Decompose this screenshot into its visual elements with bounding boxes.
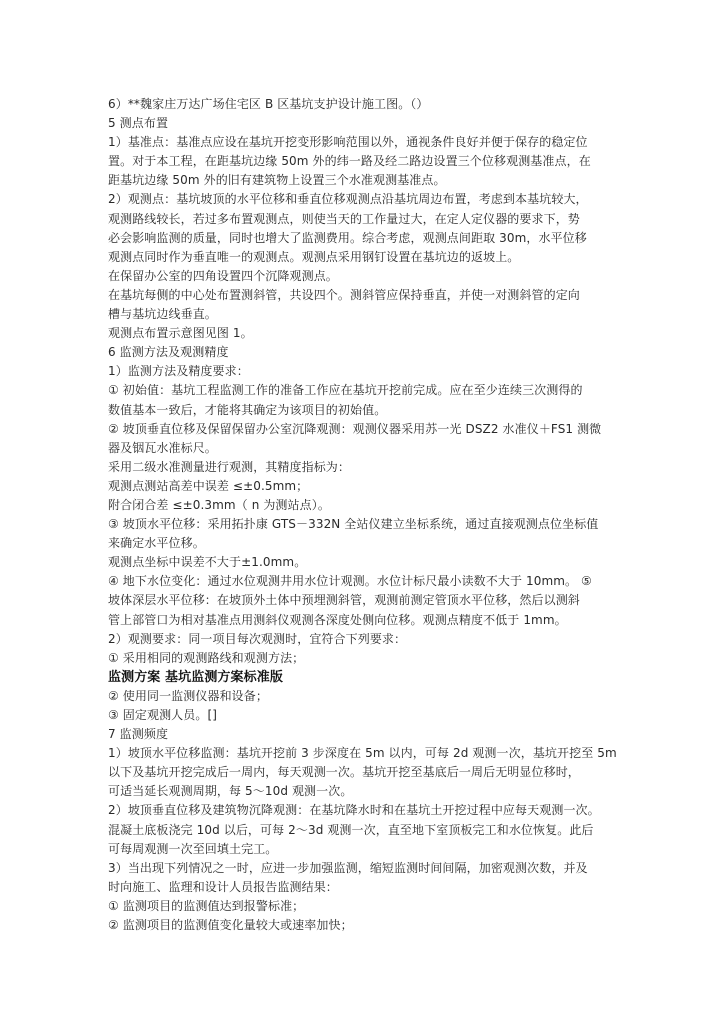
text-line-18: ② 坡顶垂直位移及保留保留办公室沉降观测：观测仪器采用苏一光 DSZ2 水准仪＋FS1 测微 bbox=[108, 421, 602, 436]
text-line-21: 观测点测站高差中误差 ≤±0.5mm； bbox=[108, 478, 309, 493]
text-line-6: 2）观测点：基坑坡顶的水平位移和垂直位移观测点沿基坑周边布置，考虑到本基坑较大， bbox=[108, 192, 588, 207]
text-line-10: 在保留办公室的四角设置四个沉降观测点。 bbox=[108, 268, 338, 283]
text-line-26: ④ 地下水位变化：通过水位观测井用水位计观测。水位计标尺最小读数不大于 10mm。 ⑤ bbox=[108, 574, 592, 589]
text-line-36: 以下及基坑开挖完成后一周内，每天观测一次。基坑开挖至基底后一周后无明显位移时， bbox=[108, 765, 580, 780]
text-line-29: 2）观测要求：同一项目每次观测时，宜符合下列要求： bbox=[108, 631, 407, 646]
text-line-19: 器及铟瓦水准标尺。 bbox=[108, 440, 217, 455]
section-heading-7: 7 监测频度 bbox=[108, 727, 169, 742]
document-page bbox=[108, 95, 628, 935]
text-line-43: ① 监测项目的监测值达到报警标准； bbox=[108, 898, 305, 913]
text-line-24: 来确定水平位移。 bbox=[108, 536, 205, 551]
text-line-12: 槽与基坑边线垂直。 bbox=[108, 307, 217, 322]
text-line-23: ③ 坡顶水平位移：采用拓扑康 GTS－332N 全站仪建立坐标系统，通过直接观测点位坐标值 bbox=[108, 517, 599, 532]
text-line-32: ② 使用同一监测仪器和设备； bbox=[108, 688, 268, 703]
text-line-9: 观测点同时作为垂直唯一的观测点。观测点采用钢钉设置在基坑边的返坡上。 bbox=[108, 249, 520, 264]
text-line-30: ① 采用相同的观测路线和观测方法； bbox=[108, 650, 305, 665]
text-line-1: 6）**魏家庄万达广场住宅区 B 区基坑支护设计施工图。（） bbox=[108, 97, 429, 111]
text-line-33: ③ 固定观测人员。[] bbox=[108, 708, 218, 722]
text-line-13: 观测点布置示意图见图 1。 bbox=[108, 326, 253, 341]
text-line-40: 可每周观测一次至回填土完工。 bbox=[108, 841, 278, 856]
text-line-15: 1）监测方法及精度要求： bbox=[108, 364, 249, 379]
text-line-11: 在基坑每侧的中心处布置测斜管，共设四个。测斜管应保持垂直，并使一对测斜管的定向 bbox=[108, 287, 580, 302]
text-line-39: 混凝土底板浇完 10d 以后，可每 2～3d 观测一次，直至地下室顶板完工和水位恢复。此后 bbox=[108, 822, 594, 837]
text-line-7: 观测路线较长，若过多布置观测点，则使当天的工作量过大，在定人定仪器的要求下，势 bbox=[108, 211, 580, 226]
text-line-28: 管上部管口为相对基准点用测斜仪观测各深度处侧向位移。观测点精度不低于 1mm。 bbox=[108, 612, 567, 627]
text-line-17: 数值基本一致后，才能将其确定为该项目的初始值。 bbox=[108, 402, 387, 417]
text-line-3: 1）基准点：基准点应设在基坑开挖变形影响范围以外，通视条件良好并便于保存的稳定位 bbox=[108, 135, 588, 150]
text-line-4: 置。对于本工程，在距基坑边缘 50m 外的纬一路及经二路边设置三个位移观测基准点，在 bbox=[108, 154, 591, 169]
bold-title-line: 监测方案 基坑监测方案标准版 bbox=[108, 669, 283, 685]
section-heading-6: 6 监测方法及观测精度 bbox=[108, 345, 229, 360]
text-line-37: 可适当延长观测周期，每 5～10d 观测一次。 bbox=[108, 784, 353, 799]
text-line-35: 1）坡顶水平位移监测：基坑开挖前 3 步深度在 5m 以内，可每 2d 观测一次，基坑开挖至 5m bbox=[108, 746, 617, 761]
text-line-27: 坡体深层水平位移：在坡顶外土体中预埋测斜管，观测前测定管顶水平位移，然后以测斜 bbox=[108, 593, 580, 608]
text-line-38: 2）坡顶垂直位移及建筑物沉降观测：在基坑降水时和在基坑土开挖过程中应每天观测一次。 bbox=[108, 803, 600, 818]
text-line-42: 时向施工、监理和设计人员报告监测结果： bbox=[108, 879, 338, 894]
text-line-25: 观测点坐标中误差不大于±1.0mm。 bbox=[108, 555, 307, 570]
text-line-44: ② 监测项目的监测值变化量较大或速率加快； bbox=[108, 918, 353, 933]
text-line-8: 必会影响监测的质量，同时也增大了监测费用。综合考虑，观测点间距取 30m，水平位移 bbox=[108, 230, 587, 245]
section-heading-5: 5 测点布置 bbox=[108, 116, 169, 131]
text-line-22: 附合闭合差 ≤±0.3mm（ n 为测站点）。 bbox=[108, 497, 330, 512]
text-line-41: 3）当出现下列情况之一时，应进一步加强监测，缩短监测时间间隔，加密观测次数，并及 bbox=[108, 860, 588, 875]
text-line-16: ① 初始值：基坑工程监测工作的准备工作应在基坑开挖前完成。应在至少连续三次测得的 bbox=[108, 383, 583, 398]
text-line-5: 距基坑边缘 50m 外的旧有建筑物上设置三个水准观测基准点。 bbox=[108, 173, 446, 188]
text-line-20: 采用二级水准测量进行观测，其精度指标为： bbox=[108, 459, 351, 474]
